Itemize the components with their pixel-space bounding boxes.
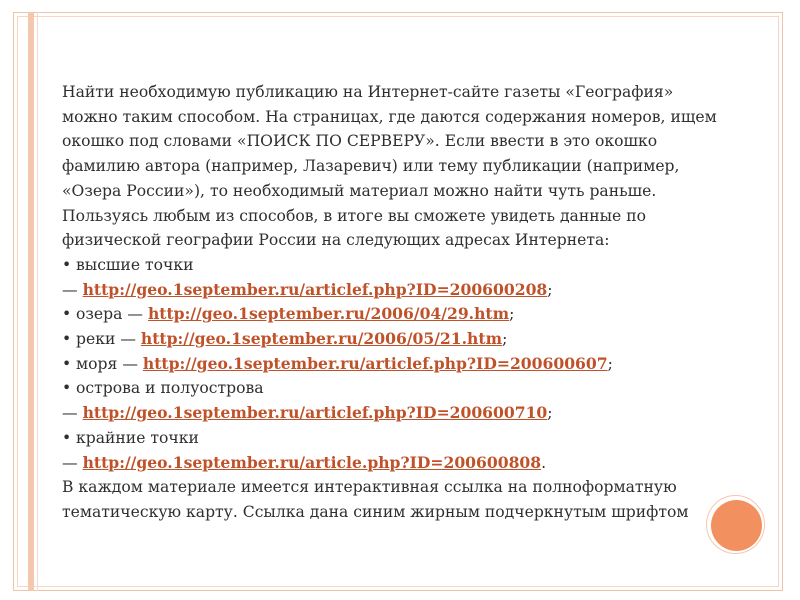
list-item-end: ; bbox=[547, 280, 553, 299]
intro-line-1: Найти необходимую публикацию на Интернет-сайте газеты «География» bbox=[62, 83, 674, 101]
bullet-icon: • bbox=[62, 255, 72, 274]
dash: — bbox=[62, 453, 78, 472]
outro-line-2: тематическую карту. Ссылка дана синим жирным подчеркнутым шрифтом bbox=[62, 502, 689, 521]
list-item-label: высшие точки bbox=[76, 255, 194, 274]
list-item-label: крайние точки bbox=[76, 428, 199, 447]
list-item-end: ; bbox=[607, 354, 613, 373]
outro-line-1: В каждом материале имеется интерактивная ссылка на полноформатную bbox=[62, 478, 677, 497]
list-item-link-line bbox=[62, 401, 752, 426]
dash: — bbox=[62, 280, 78, 299]
list-item-end: ; bbox=[509, 305, 515, 324]
list-item-end: ; bbox=[547, 404, 553, 423]
list-item-extreme-points bbox=[62, 426, 752, 451]
intro-line-6: Пользуясь любым из способов, в итоге вы сможете увидеть данные по bbox=[62, 206, 647, 225]
list-item-link-line bbox=[62, 278, 752, 303]
list-item-rivers bbox=[62, 327, 752, 352]
decorative-stripe bbox=[28, 12, 34, 591]
link-islands[interactable]: http://geo.1september.ru/articlef.php?ID=200600710 bbox=[82, 403, 548, 423]
slide-body-text bbox=[62, 80, 752, 525]
list-item-highest-points bbox=[62, 253, 752, 278]
bullet-icon: • bbox=[62, 379, 72, 398]
intro-line-7: физической географии России на следующих адресах Интернета: bbox=[62, 231, 610, 250]
decorative-circle bbox=[711, 500, 762, 551]
link-extreme-points[interactable]: http://geo.1september.ru/article.php?ID=200600808 bbox=[82, 452, 542, 472]
list-item-label: озера bbox=[76, 305, 123, 324]
list-item-end: . bbox=[541, 453, 547, 472]
list-item-label: моря bbox=[76, 354, 118, 373]
list-item-label: реки bbox=[76, 330, 116, 349]
list-item-label: острова и полуострова bbox=[76, 379, 264, 398]
list-item-link-line bbox=[62, 451, 752, 476]
list-item-seas bbox=[62, 352, 752, 377]
dash: — bbox=[62, 404, 78, 423]
dash: — bbox=[122, 354, 138, 373]
dash: — bbox=[120, 330, 136, 349]
decorative-stripe-line bbox=[37, 12, 38, 591]
bullet-icon: • bbox=[62, 428, 72, 447]
intro-line-4: фамилию автора (например, Лазаревич) или тему публикации (например, bbox=[62, 157, 680, 176]
bullet-icon: • bbox=[62, 354, 72, 373]
bullet-icon: • bbox=[62, 330, 72, 349]
list-item-lakes bbox=[62, 302, 752, 327]
list-item-end: ; bbox=[502, 330, 508, 349]
link-lakes[interactable]: http://geo.1september.ru/2006/04/29.htm bbox=[147, 304, 510, 324]
list-item-islands bbox=[62, 376, 752, 401]
link-seas[interactable]: http://geo.1september.ru/articlef.php?ID=200600607 bbox=[142, 353, 608, 373]
dash: — bbox=[127, 305, 143, 324]
link-highest-points[interactable]: http://geo.1september.ru/articlef.php?ID=200600208 bbox=[82, 279, 548, 299]
link-rivers[interactable]: http://geo.1september.ru/2006/05/21.htm bbox=[140, 329, 503, 349]
intro-line-2: можно таким способом. На страницах, где даются содержания номеров, ищем bbox=[62, 107, 717, 126]
intro-line-3: окошко под словами «ПОИСК ПО СЕРВЕРУ». Если ввести в это окошко bbox=[62, 132, 658, 151]
bullet-icon: • bbox=[62, 305, 72, 324]
intro-line-5: «Озера России»), то необходимый материал можно найти чуть раньше. bbox=[62, 181, 657, 200]
